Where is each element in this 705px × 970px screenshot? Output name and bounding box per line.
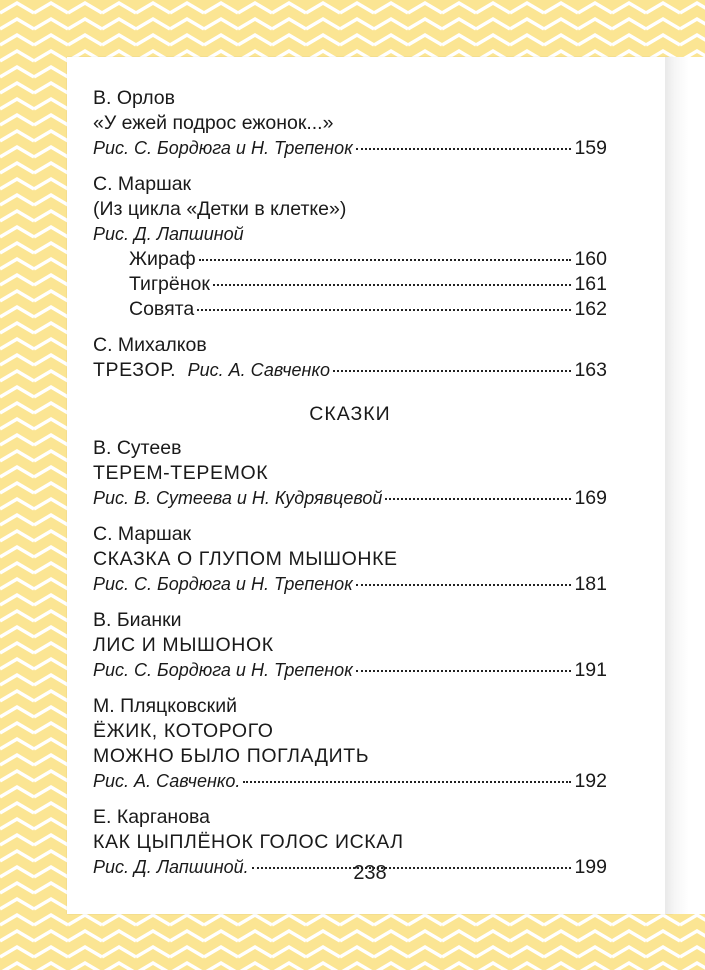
entry-title: СКАЗКА О ГЛУПОМ МЫШОНКЕ [93, 548, 398, 570]
sub-entry-title: Жираф [129, 248, 196, 270]
entry-page: 199 [574, 856, 607, 878]
entry-illustrator: Рис. Д. Лапшиной [93, 224, 244, 244]
table-of-contents [93, 86, 607, 891]
entry-illustrator: Рис. В. Сутеева и Н. Кудрявцевой [93, 488, 383, 508]
sub-entry-title: Тигрёнок [129, 273, 210, 295]
entry-illustrator: Рис. С. Бордюга и Н. Трепенок [93, 138, 353, 158]
dot-leader [356, 148, 572, 150]
dot-leader [243, 781, 571, 783]
toc-entry [93, 172, 607, 322]
entry-title: ТРЕЗОР. [93, 359, 177, 381]
entry-illustrator: Рис. С. Бордюга и Н. Трепенок [93, 660, 353, 680]
entry-author: В. Сутеев [93, 437, 182, 459]
page-number: 238 [353, 862, 387, 884]
entry-page: 169 [574, 487, 607, 509]
dot-leader [333, 370, 571, 372]
sub-entry-title: Совята [129, 298, 195, 320]
entry-illustrator: Рис. Д. Лапшиной. [93, 857, 249, 877]
page-edge-shadow [665, 57, 705, 914]
entry-illustrator-row [93, 572, 607, 597]
entry-page: 191 [574, 659, 607, 681]
entry-title: КАК ЦЫПЛЁНОК ГОЛОС ИСКАЛ [93, 831, 404, 853]
toc-entry [93, 694, 607, 794]
entry-author: С. Михалков [93, 334, 207, 356]
entry-title-row [93, 358, 607, 383]
dot-leader [356, 584, 572, 586]
entry-title-group [93, 358, 330, 383]
entry-title: «У ежей подрос ежонок...» [93, 112, 334, 134]
entry-author: В. Бианки [93, 609, 182, 631]
dot-leader [385, 498, 571, 500]
entry-page: 192 [574, 770, 607, 792]
dot-leader [197, 309, 571, 311]
entry-page: 159 [574, 137, 607, 159]
entry-cycle-title: (Из цикла «Детки в клетке») [93, 198, 347, 220]
entry-title: ЛИС И МЫШОНОК [93, 634, 274, 656]
sub-entry-row [93, 272, 607, 297]
entry-author: Е. Карганова [93, 806, 211, 828]
entry-page: 163 [574, 359, 607, 381]
toc-entry [93, 333, 607, 383]
entry-illustrator: Рис. А. Савченко [187, 360, 330, 380]
entry-illustrator-row [93, 658, 607, 683]
entry-illustrator: Рис. С. Бордюга и Н. Трепенок [93, 574, 353, 594]
sub-entry-row [93, 297, 607, 322]
toc-entry [93, 608, 607, 683]
entry-illustrator-row [93, 136, 607, 161]
toc-entry [93, 86, 607, 161]
entry-author: В. Орлов [93, 87, 175, 109]
entry-illustrator: Рис. А. Савченко. [93, 771, 241, 791]
dot-leader [199, 259, 572, 261]
book-page [67, 57, 673, 914]
entry-author: С. Маршак [93, 523, 192, 545]
dot-leader [356, 670, 572, 672]
entry-illustrator-row [93, 486, 607, 511]
sub-entry-page: 160 [574, 248, 607, 270]
sub-entry-row [93, 247, 607, 272]
entry-page: 181 [574, 573, 607, 595]
entry-author: С. Маршак [93, 173, 192, 195]
sub-entry-page: 161 [574, 273, 607, 295]
dot-leader [213, 284, 572, 286]
section-heading: СКАЗКИ [309, 403, 391, 425]
entry-title-line-2: МОЖНО БЫЛО ПОГЛАДИТЬ [93, 745, 370, 767]
sub-entry-page: 162 [574, 298, 607, 320]
entry-illustrator-row [93, 769, 607, 794]
toc-entry [93, 436, 607, 511]
entry-author: М. Пляцковский [93, 695, 238, 717]
toc-entry [93, 522, 607, 597]
entry-title: ТЕРЕМ-ТЕРЕМОК [93, 462, 269, 484]
entry-title-line-1: ЁЖИК, КОТОРОГО [93, 720, 274, 742]
